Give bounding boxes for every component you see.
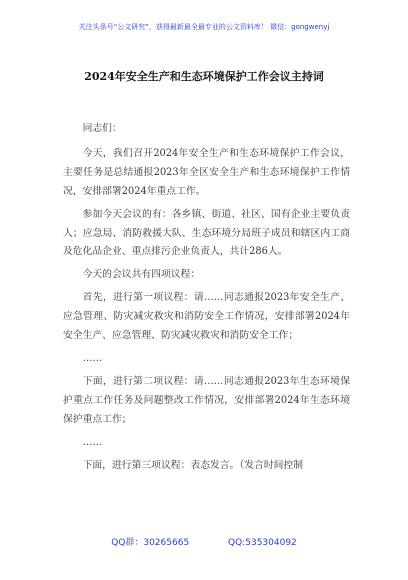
footer-qq-number: QQ:535304092 xyxy=(228,538,297,548)
footer-qq-group: QQ群：30265665 xyxy=(111,538,190,548)
ellipsis-1: …… xyxy=(82,352,103,364)
promo-banner: 关注头条号“公文研究”，获得最新最全最专业的公文资料库！ 微信：gongwenyj xyxy=(78,23,330,31)
paragraph-agenda-item-2: 下面，进行第二项议程：请……同志通报2023年生态环境保护重点工作任务及问题整改工作情况，安排部署2024年生态环境保护重点工作； xyxy=(63,375,350,425)
paragraph-agenda-intro: 今天的会议共有四项议程： xyxy=(82,269,201,281)
document-title: 2024年安全生产和生态环境保护工作会议主持词 xyxy=(84,70,324,83)
ellipsis-2: …… xyxy=(82,436,103,448)
paragraph-agenda-item-3: 下面，进行第三项议程：表态发言。（发言时间控制 xyxy=(82,459,304,471)
paragraph-attendees: 参加今天会议的有：各乡镇、街道、社区、国有企业主要负责人；应急局、消防救援大队、生态环境分局班子成员和辖区内工商及危化品企业、重点排污企业负责人，共计286人。 xyxy=(63,208,350,258)
salutation: 同志们： xyxy=(82,123,122,134)
footer-contact xyxy=(0,535,408,548)
paragraph-agenda-item-1: 首先，进行第一项议程：请……同志通报2023年安全生产、应急管理、防灾减灾救灾和消防安全工作情况，安排部署2024年安全生产、应急管理、防灾减灾救灾和消防安全工作； xyxy=(63,292,350,342)
paragraph-opening: 今天，我们召开2024年安全生产和生态环境保护工作会议，主要任务是总结通报2023年全区安全生产和生态环境保护工作情况，安排部署2024年重点工作。 xyxy=(63,147,350,197)
document-body xyxy=(63,120,350,479)
